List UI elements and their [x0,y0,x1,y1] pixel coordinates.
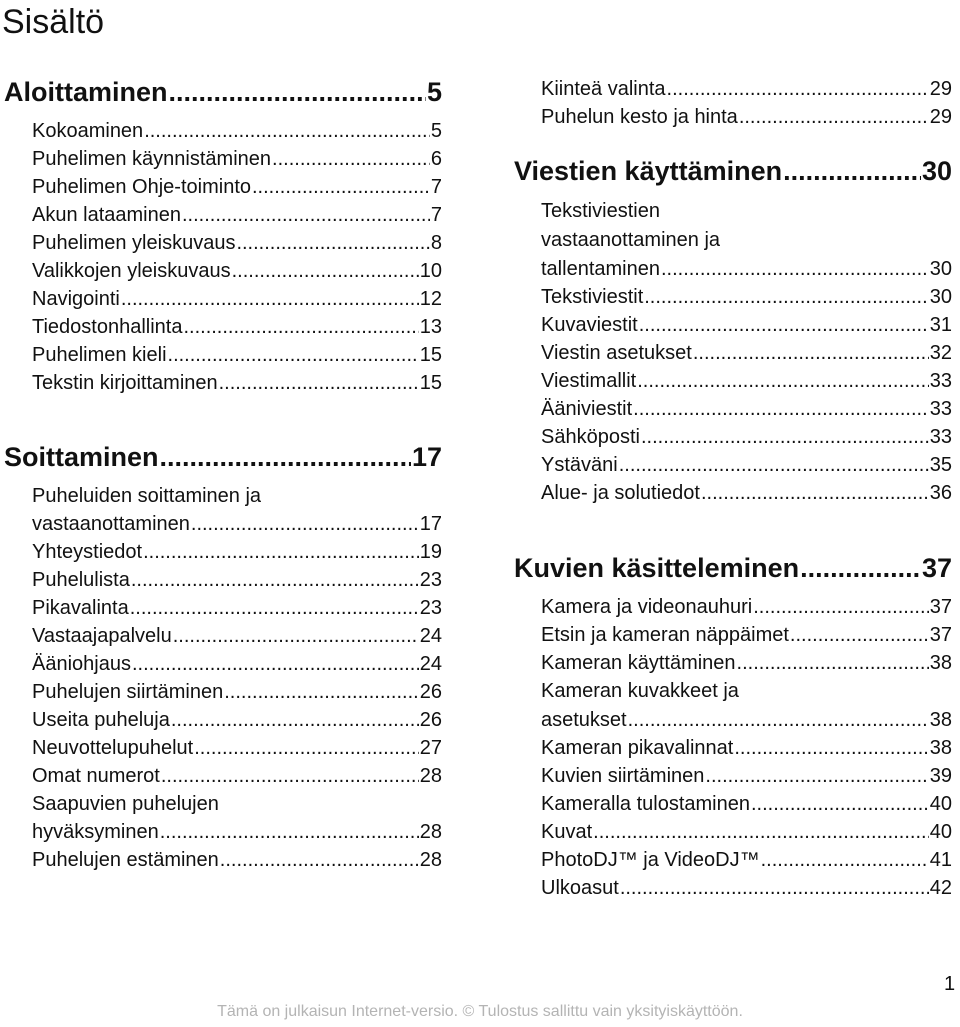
toc-entry [541,480,952,506]
toc-page-number: 24 [419,653,442,675]
toc-page-number: 29 [929,78,952,100]
toc-entry [32,202,442,228]
toc-section-heading [514,155,952,187]
toc-page-number: 19 [419,541,442,563]
toc-page-number: 27 [419,737,442,759]
toc-entry-label: Vastaajapalvelu [32,625,172,647]
toc-entry-label: Tiedostonhallinta [32,316,183,338]
toc-page-number: 6 [430,148,442,170]
toc-entry-label: Tekstin kirjoittaminen [32,372,218,394]
toc-page-number: 33 [929,398,952,420]
toc-entry [32,286,442,312]
toc-page-number: 33 [929,426,952,448]
toc-entry-label: Kamera ja videonauhuri [541,596,753,618]
toc-entry [541,650,952,676]
toc-entry [541,256,952,282]
toc-leader-dots [131,567,419,593]
toc-entry [32,651,442,677]
toc-entry [541,678,952,704]
toc-page-number: 24 [419,625,442,647]
toc-entry [32,314,442,340]
toc-entry-label: Ääniohjaus [32,653,131,675]
toc-page-number: 42 [929,877,952,899]
toc-leader-dots [232,258,419,284]
toc-entry [32,230,442,256]
toc-page-number: 32 [929,342,952,364]
toc-leader-dots [182,202,430,228]
toc-entry [32,342,442,368]
toc-entry-label: Puhelun kesto ja hinta [541,106,738,128]
toc-leader-dots [641,424,929,450]
toc-entry [32,370,442,396]
toc-leader-dots [236,230,429,256]
toc-page-number: 39 [929,765,952,787]
toc-entry-label: PhotoDJ™ ja VideoDJ™ [541,849,760,871]
toc-page-number: 29 [929,106,952,128]
toc-entry-label: Kokoaminen [32,120,144,142]
toc-leader-dots [220,847,419,873]
toc-entry-label: Viestin asetukset [541,342,692,364]
toc-section-heading [4,441,442,473]
toc-entry [541,312,952,338]
toc-page-number: 37 [929,624,952,646]
toc-entry [32,118,442,144]
toc-page-number: 37 [921,553,952,583]
toc-entry [541,763,952,789]
toc-page-number: 30 [929,286,952,308]
toc-leader-dots [191,511,419,537]
toc-entry [32,707,442,733]
toc-entry-label: Kuvat [541,821,593,843]
toc-entry-label: Puhelujen estäminen [32,849,219,871]
toc-entry-label: Kuvien siirtäminen [541,765,705,787]
toc-entry [541,396,952,422]
toc-entry-label: Puhelulista [32,569,130,591]
toc-leader-dots [667,76,929,102]
toc-entry [541,791,952,817]
toc-entry [541,76,952,102]
toc-leader-dots [132,651,419,677]
toc-leader-dots [593,819,929,845]
toc-entry-label: Ulkoasut [541,877,619,899]
toc-entry [32,567,442,593]
toc-page-number: 38 [929,709,952,731]
toc-entry [541,594,952,620]
toc-page-number: 41 [929,849,952,871]
toc-page-number: 31 [929,314,952,336]
toc-entry-label: Kameralla tulostaminen [541,793,750,815]
toc-leader-dots [737,650,929,676]
toc-entry [32,539,442,565]
toc-entry-label: hyväksyminen [32,821,159,843]
toc-entry-label: Kameran pikavalinnat [541,737,734,759]
toc-entry [541,735,952,761]
toc-leader-dots [160,819,419,845]
toc-entry [541,424,952,450]
toc-page-number: 7 [430,176,442,198]
toc-entry-label: Kuvien käsitteleminen [514,553,800,583]
toc-leader-dots [130,595,419,621]
toc-entry-label: Soittaminen [4,442,159,472]
toc-page-number: 5 [430,120,442,142]
toc-leader-dots [219,370,419,396]
toc-section-heading [514,552,952,584]
toc-entry-label: Aloittaminen [4,77,168,107]
toc-leader-dots [751,791,929,817]
toc-page-number: 17 [411,442,442,472]
toc-leader-dots [783,155,921,187]
toc-leader-dots [121,286,419,312]
toc-entry-label: Akun lataaminen [32,204,181,226]
toc-leader-dots [753,594,929,620]
toc-entry [541,198,952,224]
toc-section-heading [4,76,442,108]
footer-note: Tämä on julkaisun Internet-versio. © Tulostus sallittu vain yksityiskäyttöön. [217,1003,743,1020]
toc-entry-label: tallentaminen [541,258,660,280]
toc-leader-dots [224,679,419,705]
toc-page-number: 28 [419,821,442,843]
toc-page-number: 37 [929,596,952,618]
toc-entry-label: Navigointi [32,288,120,310]
toc-page-number: 33 [929,370,952,392]
toc-entry-label: Puhelimen kieli [32,344,167,366]
toc-entry [32,623,442,649]
toc-entry-label: Kameran kuvakkeet ja [541,680,739,702]
toc-page-number: 23 [419,597,442,619]
toc-entry-label: Tekstiviestien [541,200,660,222]
toc-entry-label: asetukset [541,709,627,731]
toc-entry-label: Etsin ja kameran näppäimet [541,624,789,646]
toc-entry-label: Ääniviestit [541,398,633,420]
toc-entry-label: Puheluiden soittaminen ja [32,485,262,507]
page-title: Sisältö [2,3,105,41]
toc-entry [32,791,442,817]
toc-entry [32,511,442,537]
toc-entry [32,595,442,621]
toc-page-number: 38 [929,737,952,759]
toc-entry-label: Omat numerot [32,765,160,787]
toc-leader-dots [633,396,929,422]
toc-entry [32,763,442,789]
toc-entry-label: Neuvottelupuhelut [32,737,194,759]
toc-entry [541,104,952,130]
toc-page-number: 12 [419,288,442,310]
toc-page-number: 7 [430,204,442,226]
toc-entry-label: Sähköposti [541,426,640,448]
toc-leader-dots [628,707,929,733]
toc-leader-dots [272,146,430,172]
toc-leader-dots [661,256,929,282]
toc-page-number: 13 [419,316,442,338]
toc-entry [32,174,442,200]
toc-entry-label: vastaanottaminen ja [541,229,721,251]
toc-leader-dots [168,342,419,368]
toc-page-number: 10 [419,260,442,282]
toc-entry-label: Puhelimen Ohje-toiminto [32,176,251,198]
toc-page-number: 15 [419,344,442,366]
toc-entry [32,483,442,509]
toc-leader-dots [619,452,929,478]
toc-entry-label: Puhelujen siirtäminen [32,681,224,703]
toc-entry [32,146,442,172]
toc-leader-dots [144,118,430,144]
toc-page-number: 28 [419,765,442,787]
toc-entry [541,622,952,648]
toc-entry-label: Tekstiviestit [541,286,644,308]
toc-leader-dots [637,368,929,394]
toc-leader-dots [183,314,418,340]
toc-entry [541,707,952,733]
toc-entry [32,679,442,705]
toc-page-number: 35 [929,454,952,476]
toc-entry-label: Valikkojen yleiskuvaus [32,260,231,282]
toc-entry [541,452,952,478]
toc-page-number: 8 [430,232,442,254]
toc-entry [32,258,442,284]
toc-leader-dots [739,104,929,130]
toc-page-number: 23 [419,569,442,591]
toc-entry [541,819,952,845]
toc-leader-dots [160,441,411,473]
toc-entry-label: Puhelimen yleiskuvaus [32,232,236,254]
toc-entry-label: Yhteystiedot [32,541,143,563]
toc-leader-dots [693,340,929,366]
toc-entry [541,368,952,394]
toc-page-number: 5 [426,77,442,107]
toc-entry-label: Kiinteä valinta [541,78,666,100]
toc-entry [541,227,952,253]
toc-leader-dots [171,707,419,733]
toc-entry [32,735,442,761]
page-number: 1 [944,973,956,995]
toc-leader-dots [252,174,430,200]
toc-page-number: 28 [419,849,442,871]
toc-leader-dots [705,763,928,789]
toc-entry-label: Alue- ja solutiedot [541,482,700,504]
toc-entry [541,284,952,310]
toc-entry-label: Kameran käyttäminen [541,652,736,674]
toc-leader-dots [169,76,426,108]
toc-page-number: 30 [929,258,952,280]
toc-page-number: 26 [419,709,442,731]
toc-page-number: 15 [419,372,442,394]
toc-leader-dots [173,623,419,649]
toc-leader-dots [800,552,921,584]
toc-entry [32,847,442,873]
toc-leader-dots [734,735,928,761]
toc-leader-dots [161,763,419,789]
toc-leader-dots [701,480,929,506]
toc-entry [32,819,442,845]
toc-entry-label: vastaanottaminen [32,513,190,535]
toc-entry-label: Saapuvien puhelujen [32,793,219,815]
toc-entry-label: Ystäväni [541,454,618,476]
toc-entry-label: Puhelimen käynnistäminen [32,148,272,170]
toc-leader-dots [644,284,929,310]
toc-page-number: 17 [419,513,442,535]
toc-leader-dots [194,735,419,761]
toc-page-number: 36 [929,482,952,504]
toc-entry [541,340,952,366]
toc-page-number: 26 [419,681,442,703]
toc-leader-dots [790,622,929,648]
toc-entry-label: Kuvaviestit [541,314,638,336]
toc-page-number: 40 [929,821,952,843]
toc-entry [541,847,952,873]
toc-leader-dots [761,847,929,873]
toc-entry [541,875,952,901]
toc-entry-label: Useita puheluja [32,709,170,731]
toc-page-number: 40 [929,793,952,815]
toc-page-number: 38 [929,652,952,674]
toc-entry-label: Viestien käyttäminen [514,156,783,186]
toc-entry-label: Pikavalinta [32,597,129,619]
toc-entry-label: Viestimallit [541,370,637,392]
toc-leader-dots [639,312,929,338]
toc-leader-dots [143,539,419,565]
toc-leader-dots [620,875,929,901]
toc-page-number: 30 [921,156,952,186]
